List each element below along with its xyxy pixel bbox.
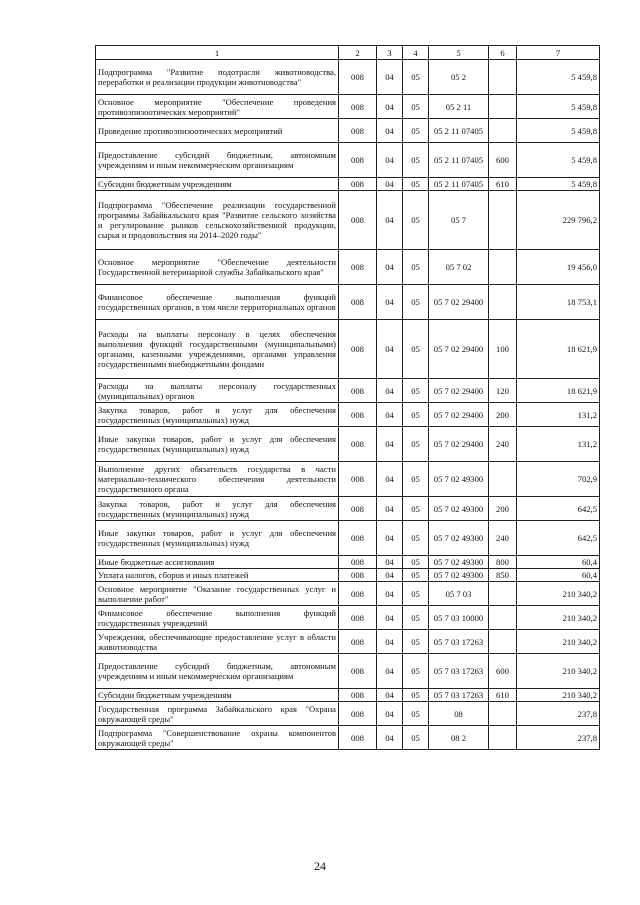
table-cell-target: 05 2 11 07405 <box>429 178 489 191</box>
table-cell-code: 008 <box>339 497 377 521</box>
table-cell-name: Подпрограмма "Развитие подотрасли животноводства, переработки и реализации продукции животноводства" <box>96 60 339 95</box>
table-row <box>96 403 600 427</box>
table-cell-subsection: 05 <box>403 702 429 726</box>
table-cell-section: 04 <box>377 379 403 403</box>
table-cell-code: 008 <box>339 427 377 462</box>
table-cell-code: 008 <box>339 606 377 630</box>
table-cell-name: Основное мероприятие "Оказание государственных услуг и выполнение работ" <box>96 582 339 606</box>
table-cell-expense-type: 240 <box>489 427 517 462</box>
table-cell-code: 008 <box>339 556 377 569</box>
table-cell-target: 05 7 02 29400 <box>429 285 489 320</box>
table-cell-code: 008 <box>339 582 377 606</box>
table-cell-name: Расходы на выплаты персоналу в целях обеспечения выполнения функций государственными (муниципальными) органами, казенными учреждениями, органами управления государственными внебюджетными фондами <box>96 320 339 379</box>
table-cell-name: Расходы на выплаты персоналу государственных (муниципальных) органов <box>96 379 339 403</box>
table-row <box>96 191 600 250</box>
table-row <box>96 60 600 95</box>
table-row <box>96 630 600 654</box>
table-row <box>96 521 600 556</box>
table-cell-name: Финансовое обеспечение выполнения функций государственных учреждений <box>96 606 339 630</box>
table-cell-expense-type <box>489 60 517 95</box>
table-cell-subsection: 05 <box>403 606 429 630</box>
table-cell-amount: 237,8 <box>517 726 600 750</box>
table-cell-subsection: 05 <box>403 191 429 250</box>
table-cell-subsection: 05 <box>403 556 429 569</box>
table-cell-target: 05 7 03 17263 <box>429 654 489 689</box>
table-row <box>96 119 600 143</box>
table-cell-section: 04 <box>377 689 403 702</box>
table-cell-subsection: 05 <box>403 119 429 143</box>
table-cell-amount: 5 459,8 <box>517 95 600 119</box>
table-cell-expense-type: 200 <box>489 403 517 427</box>
table-cell-amount: 210 340,2 <box>517 689 600 702</box>
table-cell-target: 05 7 02 29400 <box>429 379 489 403</box>
table-cell-target: 05 7 02 <box>429 250 489 285</box>
table-cell-expense-type <box>489 606 517 630</box>
table-cell-section: 04 <box>377 143 403 178</box>
table-cell-section: 04 <box>377 95 403 119</box>
table-cell-expense-type <box>489 285 517 320</box>
table-cell-subsection: 05 <box>403 654 429 689</box>
table-cell-name: Государственная программа Забайкальского края "Охрана окружающей среды" <box>96 702 339 726</box>
table-cell-target: 05 7 02 49300 <box>429 462 489 497</box>
table-row <box>96 320 600 379</box>
table-cell-subsection: 05 <box>403 143 429 178</box>
table-cell-code: 008 <box>339 95 377 119</box>
table-cell-section: 04 <box>377 178 403 191</box>
table-cell-target: 05 7 02 29400 <box>429 320 489 379</box>
table-row <box>96 702 600 726</box>
table-cell-target: 05 7 02 49300 <box>429 521 489 556</box>
table-row <box>96 556 600 569</box>
table-cell-subsection: 05 <box>403 630 429 654</box>
table-cell-amount: 210 340,2 <box>517 606 600 630</box>
table-cell-amount: 210 340,2 <box>517 582 600 606</box>
table-cell-target: 05 7 02 49300 <box>429 497 489 521</box>
table-cell-amount: 19 456,0 <box>517 250 600 285</box>
table-cell-section: 04 <box>377 462 403 497</box>
table-cell-code: 008 <box>339 250 377 285</box>
table-cell-target: 05 2 <box>429 60 489 95</box>
table-cell-section: 04 <box>377 521 403 556</box>
page-number: 24 <box>314 859 326 873</box>
table-cell-expense-type <box>489 630 517 654</box>
table-cell-target: 05 7 02 29400 <box>429 403 489 427</box>
table-cell-name: Основное мероприятие "Обеспечение проведения противоэпизоотических мероприятий" <box>96 95 339 119</box>
table-cell-name: Подпрограмма "Совершенствование охраны компонентов окружающей среды" <box>96 726 339 750</box>
table-cell-target: 05 7 02 29400 <box>429 427 489 462</box>
table-cell-amount: 210 340,2 <box>517 630 600 654</box>
table-row <box>96 654 600 689</box>
table-cell-name: Учреждения, обеспечивающие предоставление услуг в области животноводства <box>96 630 339 654</box>
header-cell: 2 <box>339 46 377 60</box>
table-cell-amount: 237,8 <box>517 702 600 726</box>
table-cell-name: Проведение противоэпизоотических мероприятий <box>96 119 339 143</box>
table-cell-amount: 5 459,8 <box>517 119 600 143</box>
table-cell-subsection: 05 <box>403 285 429 320</box>
table-cell-code: 008 <box>339 143 377 178</box>
table-row <box>96 606 600 630</box>
table-cell-section: 04 <box>377 427 403 462</box>
table-cell-amount: 131,2 <box>517 427 600 462</box>
table-cell-code: 008 <box>339 119 377 143</box>
table-cell-amount: 5 459,8 <box>517 143 600 178</box>
table-cell-section: 04 <box>377 569 403 582</box>
table-cell-amount: 229 796,2 <box>517 191 600 250</box>
table-row <box>96 497 600 521</box>
table-cell-amount: 5 459,8 <box>517 60 600 95</box>
table-cell-code: 008 <box>339 654 377 689</box>
table-cell-name: Предоставление субсидий бюджетным, автономным учреждениям и иным некоммерческим организациям <box>96 143 339 178</box>
table-cell-code: 008 <box>339 521 377 556</box>
table-cell-section: 04 <box>377 606 403 630</box>
table-header-row <box>96 46 600 60</box>
table-cell-amount: 642,5 <box>517 521 600 556</box>
table-cell-amount: 210 340,2 <box>517 654 600 689</box>
table-cell-subsection: 05 <box>403 320 429 379</box>
table-cell-expense-type <box>489 582 517 606</box>
table-cell-code: 008 <box>339 689 377 702</box>
table-cell-amount: 18 621,9 <box>517 320 600 379</box>
table-cell-code: 008 <box>339 702 377 726</box>
table-cell-expense-type: 800 <box>489 556 517 569</box>
table-cell-code: 008 <box>339 462 377 497</box>
table-cell-section: 04 <box>377 726 403 750</box>
table-cell-target: 05 7 02 49300 <box>429 556 489 569</box>
table-cell-section: 04 <box>377 654 403 689</box>
table-cell-subsection: 05 <box>403 250 429 285</box>
table-cell-subsection: 05 <box>403 689 429 702</box>
table-cell-subsection: 05 <box>403 726 429 750</box>
table-cell-code: 008 <box>339 726 377 750</box>
table-cell-expense-type: 850 <box>489 569 517 582</box>
table-cell-section: 04 <box>377 497 403 521</box>
table-cell-target: 05 2 11 07405 <box>429 143 489 178</box>
table-cell-target: 08 <box>429 702 489 726</box>
table-cell-expense-type <box>489 250 517 285</box>
table-cell-subsection: 05 <box>403 178 429 191</box>
table-cell-name: Уплата налогов, сборов и иных платежей <box>96 569 339 582</box>
table-cell-expense-type <box>489 95 517 119</box>
table-cell-expense-type: 610 <box>489 178 517 191</box>
table-cell-section: 04 <box>377 320 403 379</box>
budget-table <box>95 45 600 750</box>
table-cell-subsection: 05 <box>403 497 429 521</box>
table-cell-subsection: 05 <box>403 462 429 497</box>
table-cell-target: 05 7 02 49300 <box>429 569 489 582</box>
table-cell-expense-type <box>489 726 517 750</box>
table-row <box>96 143 600 178</box>
table-row <box>96 95 600 119</box>
table-cell-target: 05 7 03 17263 <box>429 630 489 654</box>
table-cell-name: Закупка товаров, работ и услуг для обеспечения государственных (муниципальных) нужд <box>96 403 339 427</box>
table-cell-subsection: 05 <box>403 403 429 427</box>
table-cell-target: 05 2 11 <box>429 95 489 119</box>
table-cell-section: 04 <box>377 702 403 726</box>
table-cell-section: 04 <box>377 630 403 654</box>
table-row <box>96 726 600 750</box>
table-cell-name: Финансовое обеспечение выполнения функций государственных органов, в том числе территориальных органов <box>96 285 339 320</box>
table-cell-name: Закупка товаров, работ и услуг для обеспечения государственных (муниципальных) нужд <box>96 497 339 521</box>
table-cell-target: 05 7 03 10000 <box>429 606 489 630</box>
table-cell-name: Предоставление субсидий бюджетным, автономным учреждениям и иным некоммерческим организациям <box>96 654 339 689</box>
table-cell-amount: 642,5 <box>517 497 600 521</box>
table-cell-name: Основное мероприятие "Обеспечение деятельности Государственной ветеринарной службы Забайкальского края" <box>96 250 339 285</box>
table-cell-expense-type: 610 <box>489 689 517 702</box>
table-cell-name: Иные бюджетные ассигнования <box>96 556 339 569</box>
table-cell-subsection: 05 <box>403 60 429 95</box>
table-cell-section: 04 <box>377 403 403 427</box>
table-row <box>96 379 600 403</box>
table-cell-code: 008 <box>339 60 377 95</box>
table-cell-name: Субсидии бюджетным учреждениям <box>96 689 339 702</box>
table-cell-code: 008 <box>339 403 377 427</box>
table-cell-target: 05 2 11 07405 <box>429 119 489 143</box>
table-row <box>96 689 600 702</box>
table-cell-target: 05 7 03 <box>429 582 489 606</box>
table-cell-code: 008 <box>339 320 377 379</box>
table-row <box>96 427 600 462</box>
table-cell-code: 008 <box>339 569 377 582</box>
table-cell-code: 008 <box>339 630 377 654</box>
table-cell-subsection: 05 <box>403 95 429 119</box>
table-body <box>96 46 600 750</box>
table-cell-code: 008 <box>339 285 377 320</box>
table-cell-subsection: 05 <box>403 379 429 403</box>
table-cell-amount: 702,9 <box>517 462 600 497</box>
table-cell-amount: 131,2 <box>517 403 600 427</box>
table-cell-section: 04 <box>377 60 403 95</box>
table-cell-name: Субсидии бюджетным учреждениям <box>96 178 339 191</box>
table-cell-amount: 18 753,1 <box>517 285 600 320</box>
table-cell-subsection: 05 <box>403 569 429 582</box>
table-cell-expense-type <box>489 702 517 726</box>
table-cell-target: 05 7 03 17263 <box>429 689 489 702</box>
table-cell-section: 04 <box>377 556 403 569</box>
header-cell: 3 <box>377 46 403 60</box>
header-cell: 7 <box>517 46 600 60</box>
table-cell-amount: 5 459,8 <box>517 178 600 191</box>
table-cell-expense-type <box>489 191 517 250</box>
table-cell-section: 04 <box>377 250 403 285</box>
table-cell-target: 08 2 <box>429 726 489 750</box>
table-cell-amount: 60,4 <box>517 556 600 569</box>
table-row <box>96 569 600 582</box>
table-cell-subsection: 05 <box>403 427 429 462</box>
header-cell: 5 <box>429 46 489 60</box>
table-cell-subsection: 05 <box>403 582 429 606</box>
table-cell-section: 04 <box>377 119 403 143</box>
table-cell-name: Выполнение других обязательств государства в части материально-технического обеспечения деятельности государственного органа <box>96 462 339 497</box>
table-cell-name: Иные закупки товаров, работ и услуг для обеспечения государственных (муниципальных) нужд <box>96 427 339 462</box>
table-row <box>96 250 600 285</box>
table-cell-code: 008 <box>339 379 377 403</box>
table-cell-expense-type: 120 <box>489 379 517 403</box>
table-row <box>96 178 600 191</box>
table-cell-subsection: 05 <box>403 521 429 556</box>
table-cell-expense-type <box>489 119 517 143</box>
table-cell-target: 05 7 <box>429 191 489 250</box>
table-cell-amount: 60,4 <box>517 569 600 582</box>
table-cell-expense-type: 200 <box>489 497 517 521</box>
table-cell-code: 008 <box>339 191 377 250</box>
table-cell-name: Подпрограмма "Обеспечение реализации государственной программы Забайкальского края "Развитие сельского хозяйства и регулирование рынков сельскохозяйственной продукции, сырья и продовольствия на 2014–2020 годы" <box>96 191 339 250</box>
table-cell-expense-type: 600 <box>489 143 517 178</box>
header-cell: 4 <box>403 46 429 60</box>
table-cell-expense-type: 100 <box>489 320 517 379</box>
header-cell: 6 <box>489 46 517 60</box>
table-cell-section: 04 <box>377 285 403 320</box>
header-cell: 1 <box>96 46 339 60</box>
table-cell-section: 04 <box>377 191 403 250</box>
table-cell-amount: 18 621,9 <box>517 379 600 403</box>
table-cell-expense-type: 600 <box>489 654 517 689</box>
table-cell-expense-type: 240 <box>489 521 517 556</box>
table-row <box>96 582 600 606</box>
table-cell-name: Иные закупки товаров, работ и услуг для обеспечения государственных (муниципальных) нужд <box>96 521 339 556</box>
table-cell-section: 04 <box>377 582 403 606</box>
table-cell-expense-type <box>489 462 517 497</box>
table-row <box>96 285 600 320</box>
table-row <box>96 462 600 497</box>
table-cell-code: 008 <box>339 178 377 191</box>
